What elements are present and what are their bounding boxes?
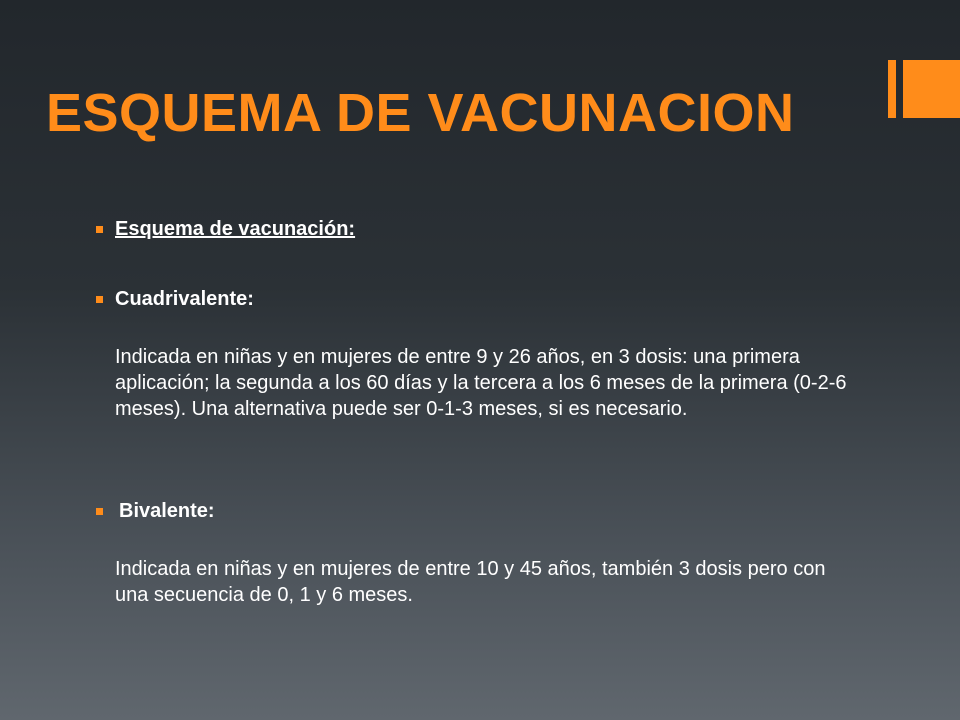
- decorative-square: [903, 60, 960, 118]
- decorative-bar: [888, 60, 896, 118]
- bullet-label: Esquema de vacunación:: [115, 218, 356, 240]
- cuadrivalente-description: Indicada en niñas y en mujeres de entre 9 y 26 años, en 3 dosis: una primera aplicación; la segunda a los 60 días y la tercera a los 6 meses de la primera (0-2-6 meses). Una alternativa puede ser 0-1-3 meses, si es necesario.: [115, 346, 847, 420]
- bullet-cuadrivalente: [96, 288, 254, 311]
- bullet-label: Cuadrivalente:: [115, 288, 254, 310]
- bullet-square-icon: [96, 226, 103, 233]
- bullet-square-icon: [96, 508, 103, 515]
- slide-title: ESQUEMA DE VACUNACION: [46, 83, 795, 143]
- bullet-label: Bivalente:: [119, 500, 215, 522]
- bullet-esquema: [96, 218, 355, 241]
- bullet-square-icon: [96, 296, 103, 303]
- bivalente-description: Indicada en niñas y en mujeres de entre 10 y 45 años, también 3 dosis pero con una secuencia de 0, 1 y 6 meses.: [115, 558, 826, 606]
- bullet-bivalente: [96, 500, 215, 523]
